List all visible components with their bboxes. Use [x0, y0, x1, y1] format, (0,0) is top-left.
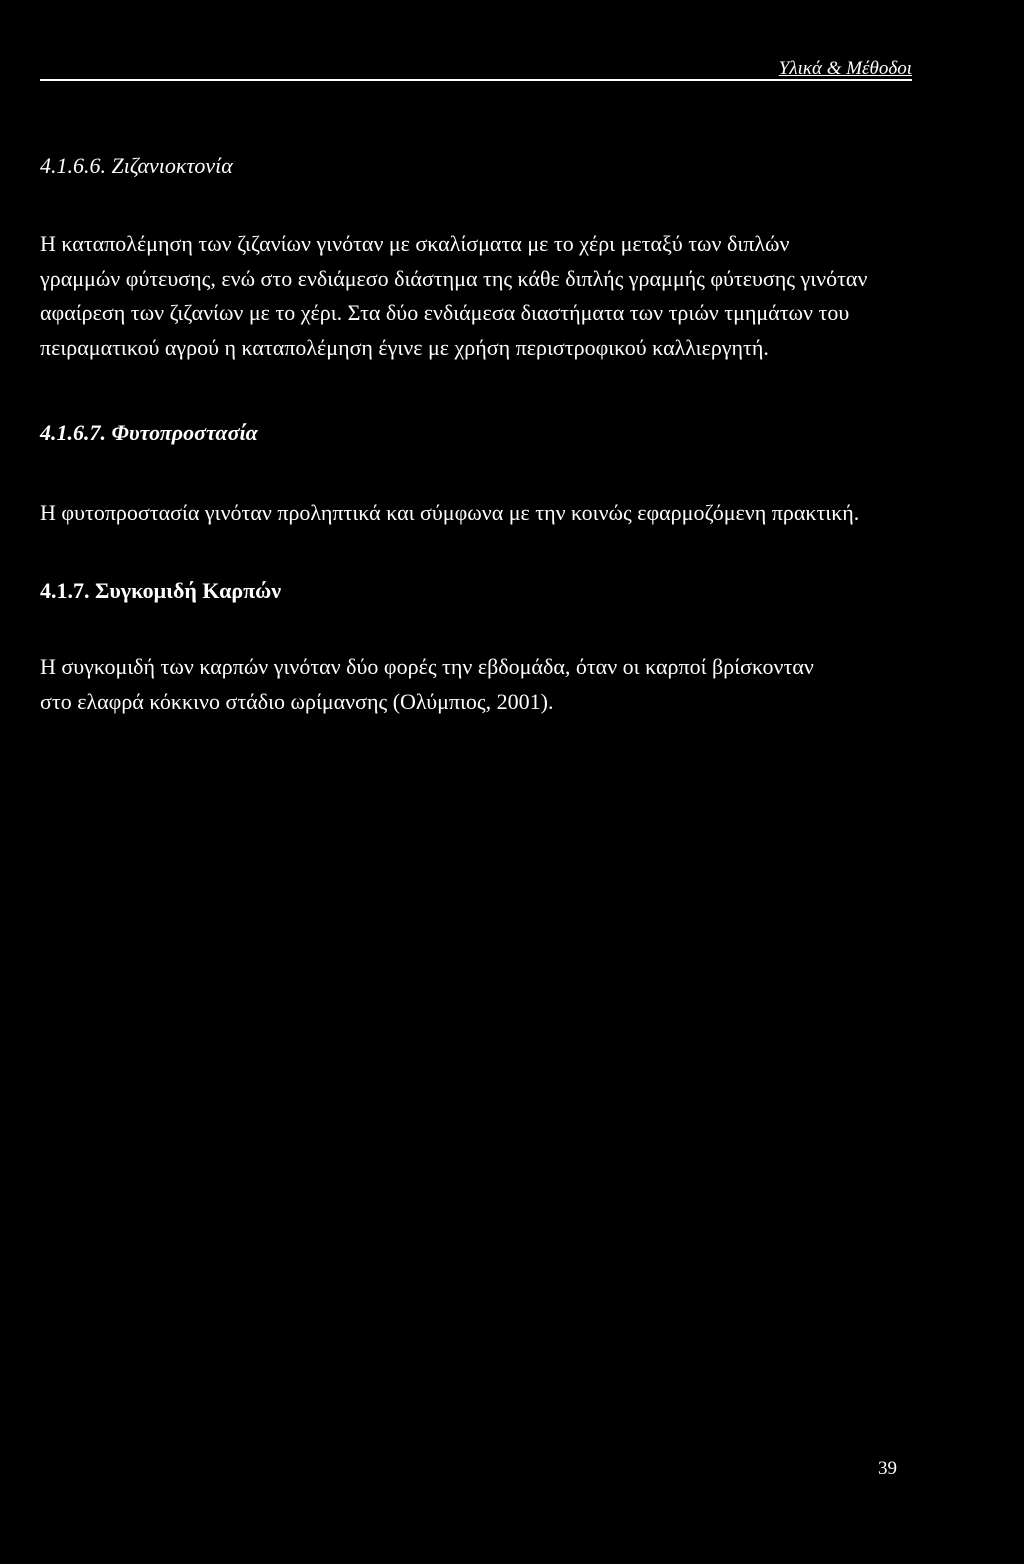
section-heading-plant-protection: 4.1.6.7. Φυτοπροστασία — [40, 420, 258, 445]
page-number: 39 — [878, 1458, 897, 1479]
paragraph-weed-control: Η καταπολέμηση των ζιζανίων γινόταν με σκαλίσματα με το χέρι μεταξύ των διπλών γραμμών φύτευσης, ενώ στο ενδιάμεσο διάστημα της κάθε διπλής γραμμής φύτευσης γινόταν αφαίρεση των ζιζανίων με το χέρι. Στα δύο ενδιάμεσα διαστήματα των τριών τμημάτων του πειραματικού αγρού η καταπολέμηση έγινε με χρήση περιστροφικού καλλιεργητή. — [40, 231, 868, 360]
paragraph-plant-protection: Η φυτοπροστασία γινόταν προληπτικά και σύμφωνα με την κοινώς εφαρμοζόμενη πρακτική. — [40, 500, 860, 525]
section-heading-harvest: 4.1.7. Συγκομιδή Καρπών — [40, 578, 282, 603]
header-title: Υλικά & Μέθοδοι — [778, 58, 912, 79]
header-rule — [40, 79, 912, 81]
section-heading-weed-control: 4.1.6.6. Ζιζανιοκτονία — [40, 153, 233, 178]
paragraph-harvest: Η συγκομιδή των καρπών γινόταν δύο φορές την εβδομάδα, όταν οι καρποί βρίσκονταν στο ελαφρά κόκκινο στάδιο ωρίμανσης (Ολύμπιος, 2001). — [40, 654, 814, 714]
